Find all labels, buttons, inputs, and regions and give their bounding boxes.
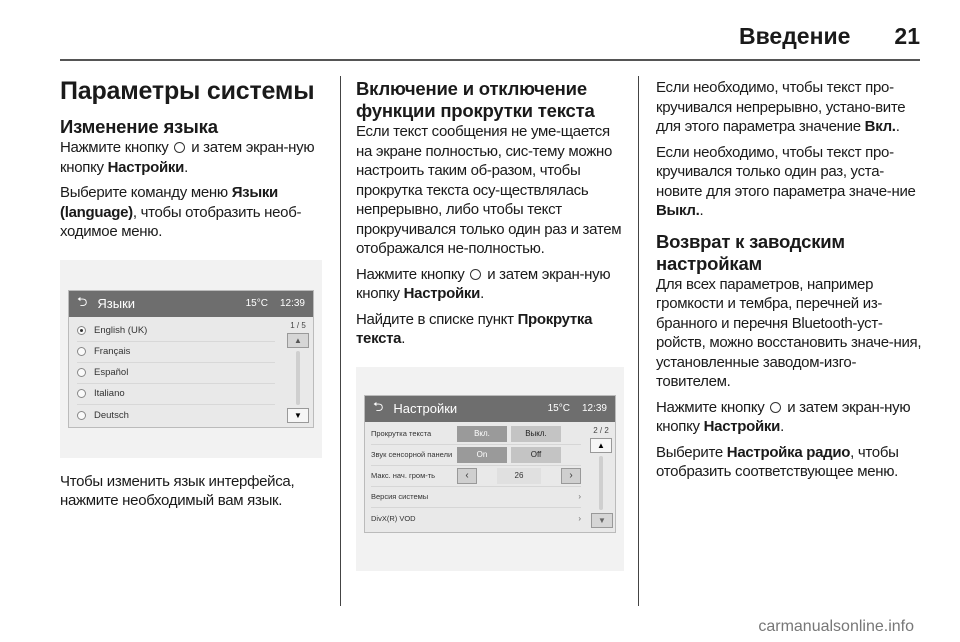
section-title: Параметры системы bbox=[60, 77, 315, 105]
page-header bbox=[60, 14, 920, 58]
settings-gear-icon bbox=[470, 269, 481, 280]
column-divider bbox=[340, 76, 341, 606]
settings-list bbox=[365, 422, 587, 532]
scroll-up-icon: ▲ bbox=[590, 438, 612, 453]
paragraph: Для всех параметров, например громкости и тембра, перечней из-бранного и перечня Bluetooth-уст-ройств, можно восстановить значе-ния, установленные заводом-изго-товителем. bbox=[656, 275, 922, 390]
subsection-title: Возврат к заводским настройкам bbox=[656, 230, 845, 274]
clock: 12:39 bbox=[279, 298, 305, 309]
subsection-title: Включение и отключение функции прокрутки текста bbox=[356, 78, 595, 121]
paragraph: Нажмите кнопку и затем экран-ную кнопку Настройки. bbox=[356, 265, 611, 302]
temperature: 15°C bbox=[245, 298, 268, 309]
screen-title-bar bbox=[365, 396, 615, 422]
chevron-right-icon: › bbox=[561, 468, 581, 484]
column-1 bbox=[60, 70, 322, 517]
paragraph: Нажмите кнопку и затем экран-ную кнопку Настройки. bbox=[60, 139, 315, 176]
subsection-title: Изменение языка bbox=[60, 116, 218, 137]
paragraph: Найдите в списке пункт Прокрутка текста. bbox=[356, 310, 593, 347]
paragraph: Выберите команду меню Языки (language), чтобы отобразить необ-ходимое меню. bbox=[60, 184, 302, 240]
page-indicator: 2 / 2 bbox=[593, 425, 609, 435]
paragraph: Выберите Настройка радио, чтобы отобразить соответствующее меню. bbox=[656, 443, 899, 480]
list-item: Italiano bbox=[77, 384, 275, 405]
chevron-right-icon: › bbox=[578, 492, 581, 501]
paragraph: Если текст сообщения не уме-щается на экране полностью, сис-тему можно настроить таким об-разом, чтобы прокрутка текста осу-ществлялась непрерывно, либо чтобы текст прокручивался только один раз и затем отображался не-полностью. bbox=[356, 123, 622, 257]
column-divider bbox=[638, 76, 639, 606]
watermark: carmanualsonline.info bbox=[758, 618, 914, 635]
settings-screenshot bbox=[356, 367, 624, 571]
radio-selected-icon bbox=[77, 326, 86, 335]
list-item: Deutsch bbox=[77, 405, 275, 426]
radio-icon bbox=[77, 347, 86, 356]
languages-screen bbox=[68, 290, 314, 428]
header-rule bbox=[60, 59, 920, 61]
touch-sound-off-button: Off bbox=[511, 447, 561, 463]
column-2 bbox=[356, 70, 624, 585]
back-arrow-icon: ⮌ bbox=[373, 398, 384, 414]
list-item: Français bbox=[77, 342, 275, 363]
chevron-left-icon: ‹ bbox=[457, 468, 477, 484]
list-item: Звук сенсорной панели On Off bbox=[371, 445, 581, 466]
scroll-on-button: Вкл. bbox=[457, 426, 507, 442]
paragraph: Если необходимо, чтобы текст про-кручивался только один раз, уста-новите для этого параметра значе-ние Выкл.. bbox=[656, 143, 916, 219]
settings-screen bbox=[364, 395, 616, 533]
radio-icon bbox=[77, 389, 86, 398]
paragraph: Нажмите кнопку и затем экран-ную кнопку Настройки. bbox=[656, 398, 911, 435]
languages-screenshot bbox=[60, 260, 322, 458]
screen-title: Языки bbox=[97, 296, 136, 311]
list-item: Версия системы › bbox=[371, 487, 581, 508]
scroll-off-button: Выкл. bbox=[511, 426, 561, 442]
list-item: Прокрутка текста Вкл. Выкл. bbox=[371, 424, 581, 445]
page-indicator: 1 / 5 bbox=[290, 320, 306, 330]
list-item: English (UK) bbox=[77, 321, 275, 342]
scroll-panel bbox=[283, 317, 313, 427]
screen-title-bar bbox=[69, 291, 313, 317]
list-item: Español bbox=[77, 363, 275, 384]
list-item: Макс. нач. гром-ть ‹ 26 › bbox=[371, 466, 581, 487]
chapter-title: Введение bbox=[738, 22, 851, 49]
column-3 bbox=[656, 70, 922, 488]
touch-sound-on-button: On bbox=[457, 447, 507, 463]
chevron-right-icon: › bbox=[578, 513, 581, 523]
language-list bbox=[69, 317, 283, 427]
scroll-up-icon: ▲ bbox=[287, 333, 309, 348]
clock: 12:39 bbox=[581, 403, 607, 414]
scroll-panel bbox=[587, 422, 615, 532]
settings-gear-icon bbox=[174, 142, 185, 153]
page-number: 21 bbox=[894, 22, 920, 49]
list-item: DivX(R) VOD › bbox=[371, 513, 581, 523]
scroll-track bbox=[296, 351, 300, 405]
back-arrow-icon: ⮌ bbox=[77, 293, 88, 309]
radio-icon bbox=[77, 411, 86, 420]
volume-value: 26 bbox=[497, 468, 541, 484]
paragraph: Чтобы изменить язык интерфейса, нажмите необходимый вам язык. bbox=[60, 472, 295, 509]
radio-icon bbox=[77, 368, 86, 377]
scroll-track bbox=[599, 456, 603, 510]
scroll-down-icon: ▼ bbox=[591, 513, 613, 528]
scroll-down-icon: ▼ bbox=[287, 408, 309, 423]
temperature: 15°C bbox=[547, 403, 570, 414]
screen-title: Настройки bbox=[393, 401, 458, 416]
settings-gear-icon bbox=[770, 402, 781, 413]
paragraph: Если необходимо, чтобы текст про-кручивался непрерывно, устано-вите для этого параметра значение Вкл.. bbox=[656, 79, 906, 135]
